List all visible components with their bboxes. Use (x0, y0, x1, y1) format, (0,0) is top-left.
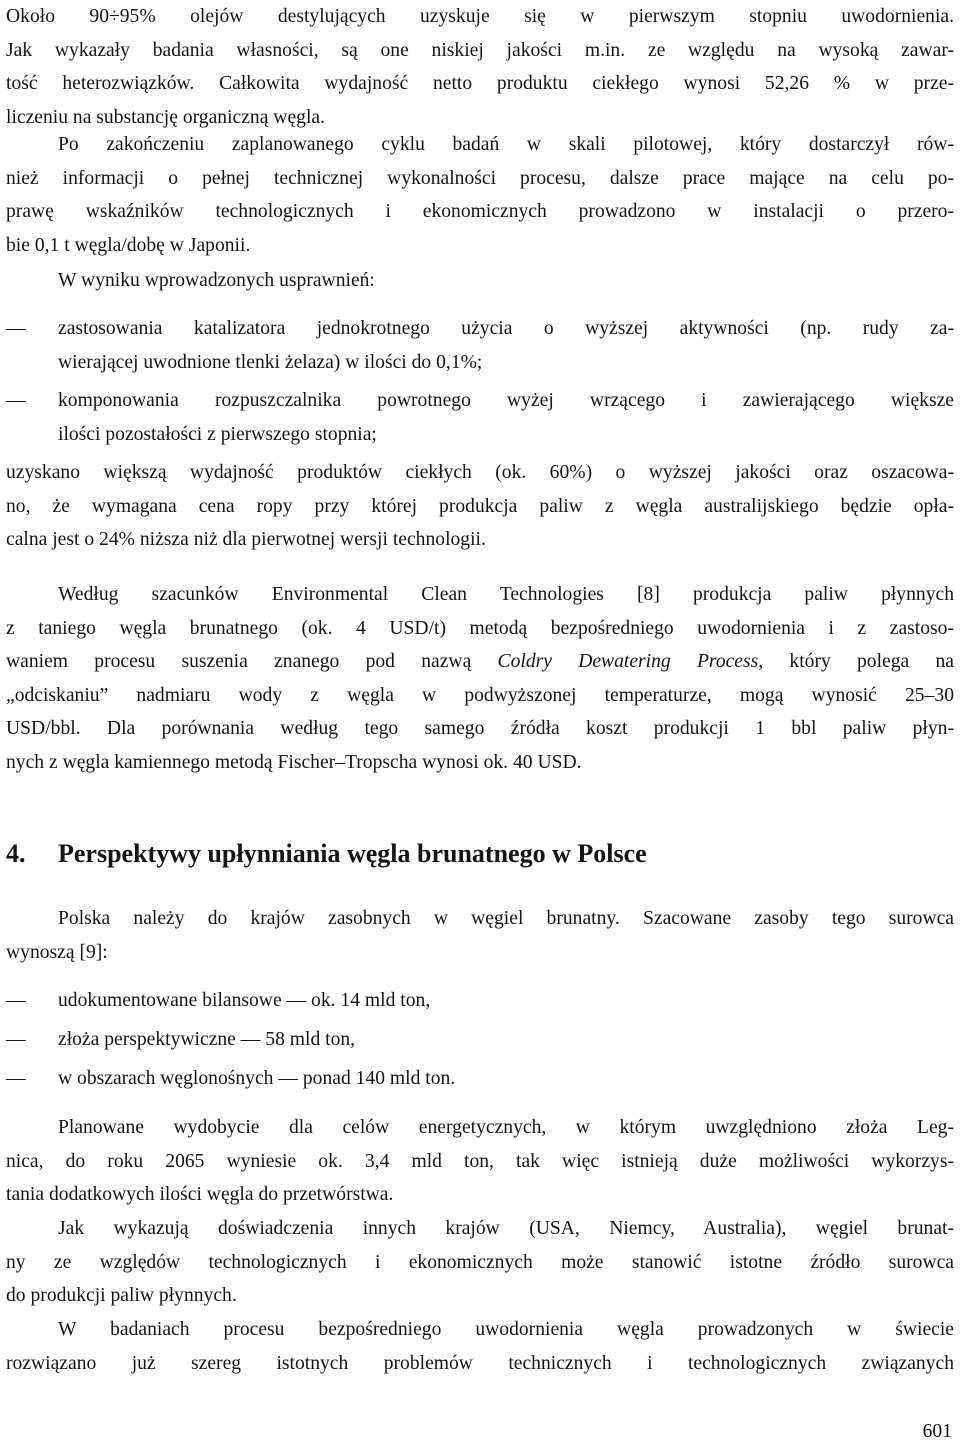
paragraph-experience (6, 1212, 954, 1246)
list-item (6, 984, 954, 1018)
text-line: ny ze względów technologicznych i ekonomicznych może stanowić istotne źródło surowca (6, 1251, 954, 1273)
paragraph-reserves-intro-cont (6, 936, 954, 970)
text-line: rozwiązano już szereg istotnych problemów technicznych i technologicznych związanych (6, 1352, 954, 1374)
dash-bullet: — (6, 1068, 26, 1089)
text-line: Jak wykazują doświadczenia innych krajów (USA, Niemcy, Australia), węgiel brunat- (58, 1218, 954, 1239)
text-line: nych z węgla kamiennego metodą Fischer–Tropscha wynosi ok. 40 USD. (6, 751, 582, 773)
text-line: z taniego węgla brunatnego (ok. 4 USD/t) metodą bezpośredniego uwodornienia i z zastoso- (6, 617, 954, 639)
paragraph-pilot-study-cont (6, 162, 954, 263)
paragraph-research (6, 1313, 954, 1347)
paragraph-results (6, 456, 954, 557)
section-number: 4. (6, 839, 26, 868)
text-line: w obszarach węglonośnych — ponad 140 mld ton. (58, 1068, 456, 1089)
text-line: zastosowania katalizatora jednokrotnego użycia o wyższej aktywności (np. rudy za- (58, 318, 954, 339)
text-line: udokumentowane bilansowe — ok. 14 mld ton, (58, 990, 431, 1011)
text-line: uzyskano większą wydajność produktów ciekłych (ok. 60%) o wyższej jakości oraz oszacowa- (6, 462, 954, 483)
text-line: komponowania rozpuszczalnika powrotnego wyżej wrzącego i zawierającego większe (58, 390, 954, 411)
list-item (6, 312, 954, 380)
section-title: Perspektywy upłynniania węgla brunatnego w Polsce (58, 839, 647, 868)
text-line: Jak wykazały badania własności, są one niskiej jakości m.in. ze względu na wysoką zawar- (6, 39, 954, 61)
paragraph-ect-estimate-cont (6, 612, 954, 780)
text-line: no, że wymagana cena ropy przy której produkcja paliw z węgla australijskiego będzie opła- (6, 495, 954, 517)
text-line: liczeniu na substancję organiczną węgla. (6, 106, 325, 128)
paragraph-reserves-intro (6, 902, 954, 936)
text-line: Po zakończeniu zaplanowanego cyklu badań w skali pilotowej, który dostarczył rów- (58, 134, 954, 155)
paragraph-continuation (6, 0, 954, 134)
text-run: , który polega na (758, 651, 954, 673)
dash-bullet: — (6, 318, 26, 339)
text-line: bie 0,1 t węgla/dobę w Japonii. (6, 234, 251, 256)
text-line (6, 645, 954, 679)
paragraph-planned-extraction (6, 1111, 954, 1145)
list-item (6, 1062, 954, 1096)
dash-bullet: — (6, 1029, 26, 1050)
text-line: W badaniach procesu bezpośredniego uwodornienia węgla prowadzonych w świecie (58, 1319, 954, 1340)
paragraph-improvements-intro (6, 264, 954, 298)
text-line: tania dodatkowych ilości węgla do przetwórstwa. (6, 1184, 394, 1206)
paragraph-pilot-study (6, 128, 954, 162)
text-line: nież informacji o pełnej technicznej wykonalności procesu, dalsze prace mające na celu po- (6, 167, 954, 189)
paragraph-experience-cont (6, 1246, 954, 1313)
text-run: waniem procesu suszenia znanego pod nazwą (6, 651, 498, 673)
text-line: wierającej uwodnione tlenki żelaza) w ilości do 0,1%; (58, 351, 483, 373)
paragraph-ect-estimate (6, 578, 954, 612)
section-heading (6, 836, 954, 872)
text-line: nica, do roku 2065 wyniesie ok. 3,4 mld ton, tak więc istnieją duże możliwości wykorzys- (6, 1150, 954, 1172)
paragraph-research-cont (6, 1347, 954, 1381)
list-item (6, 384, 954, 452)
process-name-italic: Coldry Dewatering Process (497, 651, 759, 673)
text-line: Planowane wydobycie dla celów energetycznych, w którym uwzględniono złoża Leg- (58, 1117, 954, 1138)
text-line: calna jest o 24% niższa niż dla pierwotnej wersji technologii. (6, 529, 486, 551)
text-line: ilości pozostałości z pierwszego stopnia; (58, 423, 377, 445)
text-line: USD/bbl. Dla porównania według tego samego źródła koszt produkcji 1 bbl paliw płyn- (6, 718, 954, 740)
text-line: złoża perspektywiczne — 58 mld ton, (58, 1029, 356, 1050)
paragraph-planned-extraction-cont (6, 1145, 954, 1212)
text-line: do produkcji paliw płynnych. (6, 1285, 237, 1307)
text-line: tość heterozwiązków. Całkowita wydajność netto produktu ciekłego wynosi 52,26 % w prze- (6, 73, 954, 95)
text-line: wynoszą [9]: (6, 941, 108, 963)
text-line: „odciskaniu” nadmiaru wody z węgla w podwyższonej temperaturze, mogą wynosić 25–30 (6, 684, 954, 706)
text-line: Około 90÷95% olejów destylujących uzyskuje się w pierwszym stopniu uwodornienia. (6, 6, 954, 27)
text-line: Polska należy do krajów zasobnych w węgiel brunatny. Szacowane zasoby tego surowca (58, 908, 954, 929)
dash-bullet: — (6, 390, 26, 411)
page-number: 601 (922, 1421, 952, 1442)
dash-bullet: — (6, 990, 26, 1011)
text-line: W wyniku wprowadzonych usprawnień: (58, 270, 375, 291)
list-item (6, 1023, 954, 1057)
text-line: Według szacunków Environmental Clean Technologies [8] produkcja paliw płynnych (58, 584, 954, 605)
text-line: prawę wskaźników technologicznych i ekonomicznych prowadzono w instalacji o przero- (6, 201, 954, 223)
